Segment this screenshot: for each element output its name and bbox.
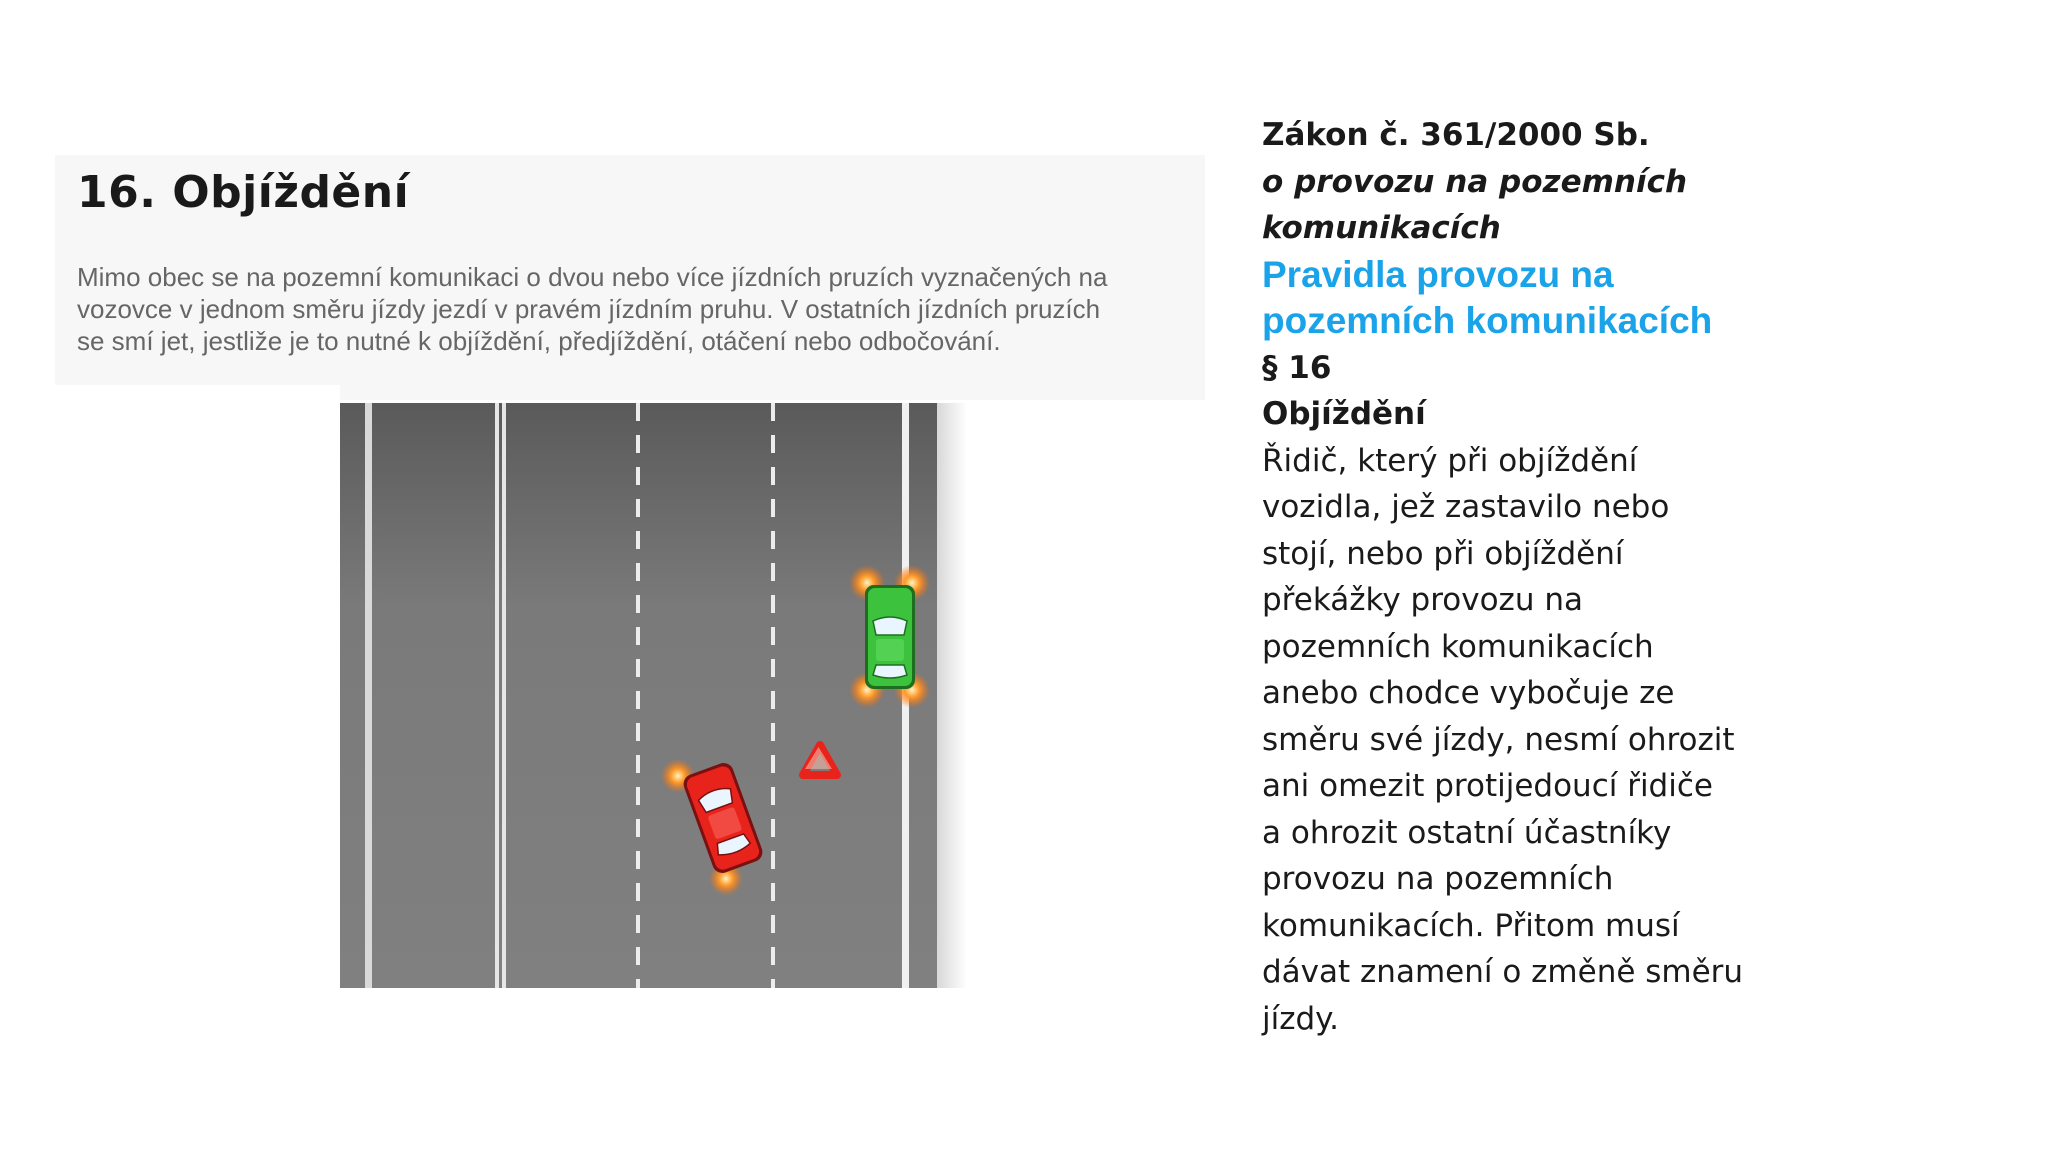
section-body-line: dávat znamení o změně směru [1262,954,1744,990]
illustration-margin [55,385,340,990]
rule-intro [77,261,1197,357]
rule-title: 16. Objíždění [77,167,410,218]
section-body-line: ani omezit protijedoucí řidiče [1262,768,1713,804]
law-subtitle: komunikacích [1262,210,1501,246]
double-line-a [495,403,499,988]
section-body-line: a ohrozit ostatní účastníky [1262,814,1672,851]
road-shoulder [937,403,967,988]
section-body-line: provozu na pozemních [1262,861,1614,897]
double-line-b [502,403,506,988]
law-subtitle: o provozu na pozemních [1262,163,1688,200]
rule-intro-line: Mimo obec se na pozemní komunikaci o dvou nebo více jízdních pruzích vyznačených na [77,262,1108,292]
section-number: § 16 [1262,349,1332,386]
section-body-line: anebo chodce vybočuje ze [1262,675,1675,711]
section-body-line: pozemních komunikacích [1262,628,1654,665]
rules-heading: Pravidla provozu na [1262,253,1614,295]
section-body-line: komunikacích. Přitom musí [1262,907,1680,944]
rule-intro-line: se smí jet, jestliže je to nutné k objíždění, předjíždění, otáčení nebo odbočování. [77,326,1001,356]
rules-heading: pozemních komunikacích [1262,300,1713,341]
law-excerpt [1262,112,1822,1042]
section-title: Objíždění [1262,396,1426,432]
rule-card [55,155,1205,400]
edge-line-left [365,403,372,988]
section-body-line: vozidla, jež zastavilo nebo [1262,489,1670,525]
section-body-line: překážky provozu na [1262,582,1583,618]
section-body-line: směru své jízdy, nesmí ohrozit [1262,721,1735,758]
section-body-line: Řidič, který při objíždění [1262,442,1638,479]
road-illustration [340,403,967,988]
law-title: Zákon č. 361/2000 Sb. [1262,117,1650,153]
section-body-line: stojí, nebo při objíždění [1262,535,1624,572]
rule-intro-line: vozovce v jednom směru jízdy jezdí v pravém jízdním pruhu. V ostatních jízdních pruzích [77,294,1101,324]
section-body-line: jízdy. [1262,1000,1339,1037]
